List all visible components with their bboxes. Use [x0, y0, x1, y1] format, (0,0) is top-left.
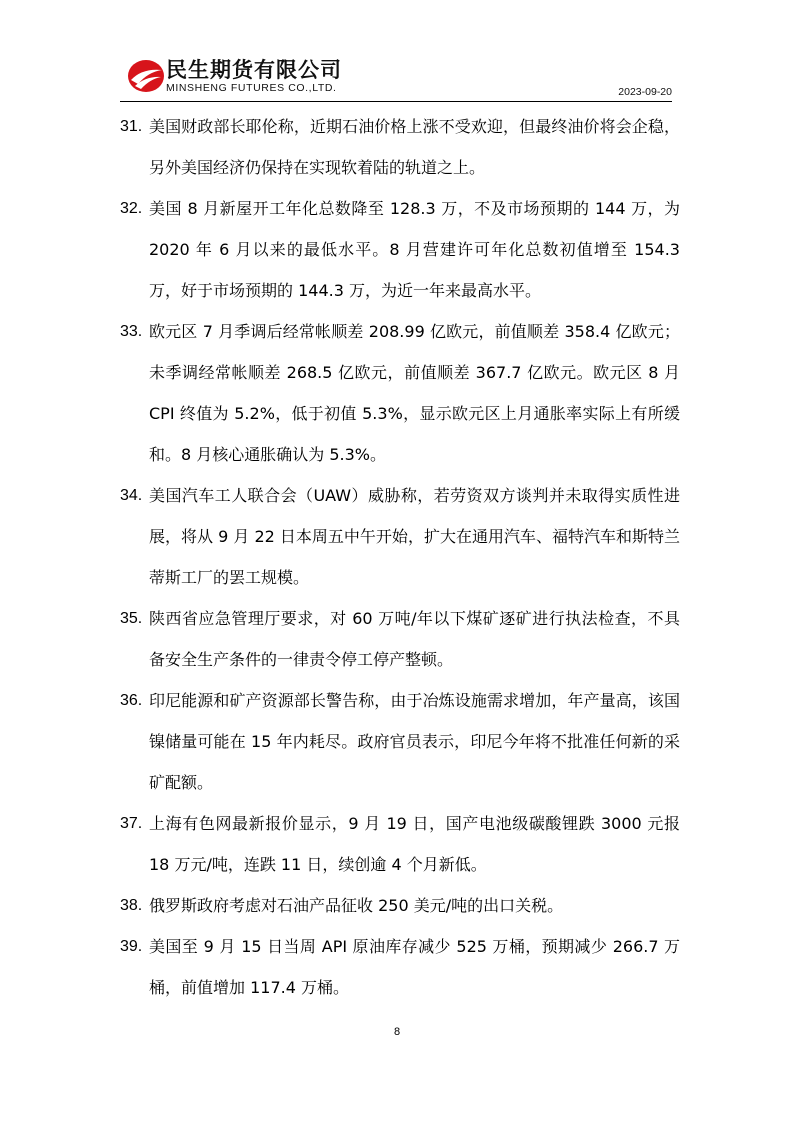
item-text: 美国至 9 月 15 日当周 API 原油库存减少 525 万桶，预期减少 266.7 万桶，前值增加 117.4 万桶。	[149, 937, 680, 997]
item-text: 欧元区 7 月季调后经常帐顺差 208.99 亿欧元，前值顺差 358.4 亿欧元；未季调经常帐顺差 268.5 亿欧元，前值顺差 367.7 亿欧元。欧元区 8 月 CPI 终值为 5.2%，低于初值 5.3%，显示欧元区上月通胀率实际上有所缓和。8 月核心通胀确认为 5.3%。	[149, 322, 680, 464]
news-item	[120, 106, 680, 188]
item-number: 38.	[120, 897, 143, 914]
item-text: 陕西省应急管理厅要求，对 60 万吨/年以下煤矿逐矿进行执法检查，不具备安全生产条件的一律责令停工停产整顿。	[149, 609, 680, 669]
news-item	[120, 803, 680, 885]
news-item	[120, 475, 680, 598]
item-number: 32.	[120, 200, 143, 217]
company-name-cn: 民生期货有限公司	[166, 58, 342, 82]
item-text: 美国财政部长耶伦称，近期石油价格上涨不受欢迎，但最终油价将会企稳，另外美国经济仍保持在实现软着陆的轨道之上。	[149, 117, 680, 177]
news-item	[120, 680, 680, 803]
page-number: 8	[393, 1026, 401, 1038]
item-text: 俄罗斯政府考虑对石油产品征收 250 美元/吨的出口关税。	[149, 896, 564, 915]
item-text: 印尼能源和矿产资源部长警告称，由于冶炼设施需求增加，年产量高，该国镍储量可能在 15 年内耗尽。政府官员表示，印尼今年将不批准任何新的采矿配额。	[149, 691, 680, 792]
item-number: 36.	[120, 692, 143, 709]
item-text: 美国汽车工人联合会（UAW）威胁称，若劳资双方谈判并未取得实质性进展，将从 9 月 22 日本周五中午开始，扩大在通用汽车、福特汽车和斯特兰蒂斯工厂的罢工规模。	[149, 486, 680, 587]
item-number: 34.	[120, 487, 143, 504]
report-date: 2023-09-20	[618, 86, 672, 98]
item-text: 上海有色网最新报价显示，9 月 19 日，国产电池级碳酸锂跌 3000 元报 18 万元/吨，连跌 11 日，续创逾 4 个月新低。	[149, 814, 680, 874]
news-item	[120, 311, 680, 475]
news-list	[120, 106, 680, 1008]
news-item	[120, 188, 680, 311]
header-divider	[120, 101, 672, 102]
item-number: 31.	[120, 118, 143, 135]
company-name-en: MINSHENG FUTURES CO.,LTD.	[166, 82, 337, 94]
news-item	[120, 885, 680, 926]
item-number: 33.	[120, 323, 143, 340]
item-number: 35.	[120, 610, 143, 627]
news-item	[120, 598, 680, 680]
page-header	[120, 52, 672, 104]
minsheng-logo-icon	[126, 58, 166, 94]
item-number: 39.	[120, 938, 143, 955]
item-text: 美国 8 月新屋开工年化总数降至 128.3 万，不及市场预期的 144 万，为 2020 年 6 月以来的最低水平。8 月营建许可年化总数初值增至 154.3 万，好于市场预期的 144.3 万，为近一年来最高水平。	[149, 199, 680, 300]
news-item	[120, 926, 680, 1008]
item-number: 37.	[120, 815, 143, 832]
